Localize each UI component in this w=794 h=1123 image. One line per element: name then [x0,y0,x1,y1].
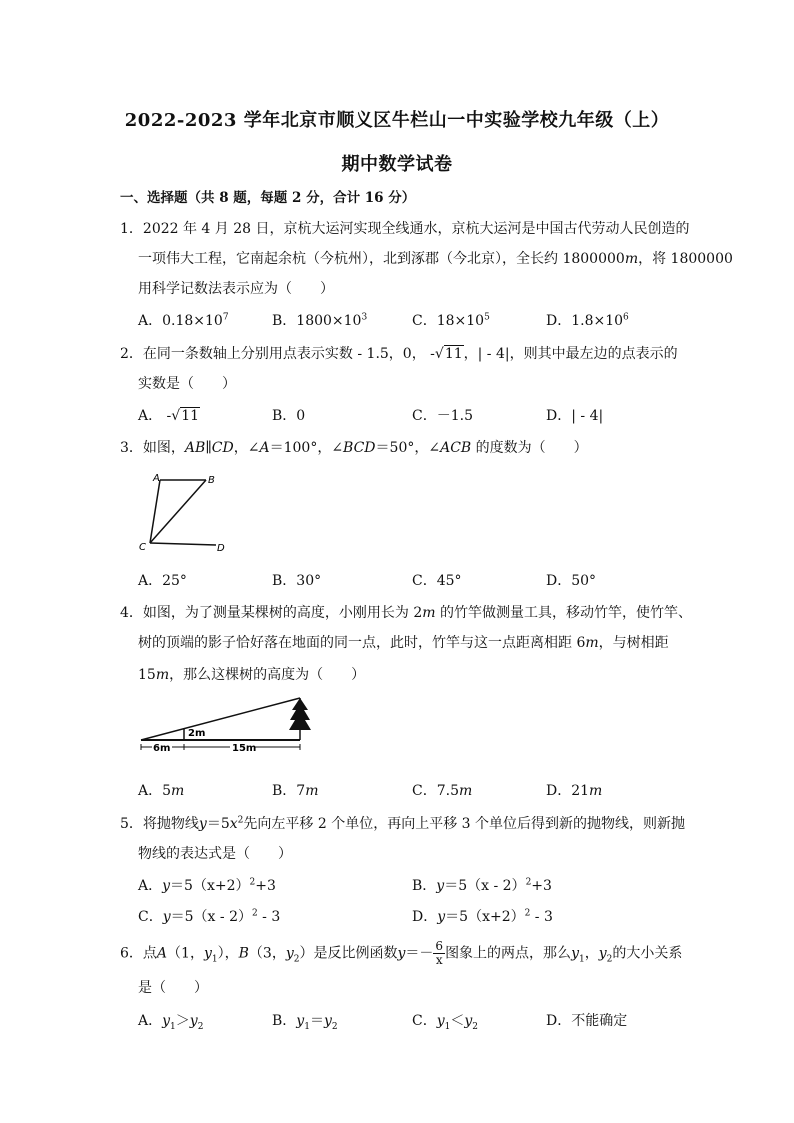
sqrt-symbol: √11 [434,346,463,362]
q4-figure [138,692,328,767]
q3-option-b: B．30° [272,573,322,589]
q6-option-a: A．$y_1>y_2$ [138,1013,204,1032]
q4-line3: 15m，那么这棵树的高度为（ ） [138,667,366,683]
q1-line2: 一项伟大工程，它南起余杭（今杭州），北到涿郡（今北京），全长约 1800000m，将 1800000 [138,251,733,267]
section-heading: 一、选择题（共 8 题，每题 2 分，合计 16 分） [120,190,416,206]
q1-option-b: B．$1800\times 10^3$ [272,312,368,329]
q1-option-d: D．$1.8\times 10^6$ [546,312,629,329]
label-c: C [139,542,146,553]
q2-option-c: C．－1.5 [412,408,473,424]
q4-line2: 树的顶端的影子恰好落在地面的同一点，此时，竹竿与这一点距离相距 6m，与树相距 [138,635,669,651]
q2-option-a: A． -√11 [138,408,200,424]
label-a: A [153,473,160,484]
q5-option-b: B．y＝5（x - 2）$^2$+3 [412,877,552,894]
q2-line1: 2．在同一条数轴上分别用点表示实数 - 1.5，0， -√11，| - 4|，则其中最左边的点表示的 [120,346,678,362]
q6-option-c: C．$y_1<y_2$ [412,1013,479,1032]
q3-line1: 3．如图，AB∥CD，∠A＝100°，∠BCD＝50°，∠ACB 的度数为（ ） [120,440,588,456]
left-distance-label: 6m [153,743,171,754]
segment-cd [150,543,216,545]
q2-option-d: D．| - 4| [546,408,604,424]
q5-option-c: C．y＝5（x - 2）$^2$ - 3 [138,908,281,925]
label-b: B [208,475,215,486]
q1-line1: 1．2022 年 4 月 28 日，京杭大运河实现全线通水，京杭大运河是中国古代劳动人民创造的 [120,221,690,237]
tree-icon [289,698,311,730]
q6-line2: 是（ ） [138,980,208,996]
q5-option-d: D．$y=5(x+2)^2 - 3$ [412,908,553,925]
q5-option-a: A．$y=5(x+2)^2+3$ [138,877,276,894]
q4-option-b: B．7m [272,783,319,799]
q3-option-c: C．45° [412,573,462,589]
q3-option-d: D．50° [546,573,597,589]
q6-line1: 6．点A（1，$y_1$），B（3，$y_2$）是反比例函数y＝－ $\frac{6}{x}$ 图象上的两点，那么$y_1$，$y_2$的大小关系 [120,939,683,967]
q1-line3: 用科学记数法表示应为（ ） [138,281,334,297]
q5-line2: 物线的表达式是（ ） [138,846,292,862]
q4-line1: 4．如图，为了测量某棵树的高度，小刚用长为 2m 的竹竿做测量工具，移动竹竿，使竹竿、 [120,605,692,621]
q1-option-a: A．$0.18\times 10^7$ [138,312,229,329]
fraction-6-over-x: $\frac{6}{x}$ [435,939,444,967]
q6-option-d: D．不能确定 [546,1013,628,1029]
exam-title-line2: 期中数学试卷 [341,154,453,175]
q4-option-c: C．7.5m [412,783,473,799]
label-d: D [217,543,225,554]
q5-line1: 5．将抛物线$y=5x^2$先向左平移 2 个单位，再向上平移 3 个单位后得到新的抛物线，则新抛 [120,815,686,832]
right-distance-label: 15m [232,743,257,754]
exam-title-line1: 2022-2023 学年北京市顺义区牛栏山一中实验学校九年级（上） [124,110,670,131]
shadow-ray [141,698,300,740]
q4-option-d: D．21m [546,783,603,799]
q4-option-a: A．5m [138,783,185,799]
pole-length-label: 2m [188,728,206,739]
q3-figure [136,470,236,560]
q2-line2: 实数是（ ） [138,376,236,392]
q2-option-b: B．0 [272,408,306,424]
q1-option-c: C．$18\times 10^5$ [412,312,490,329]
q6-option-b: B．$y_1=y_2$ [272,1013,338,1032]
q3-option-a: A．25° [138,573,187,589]
